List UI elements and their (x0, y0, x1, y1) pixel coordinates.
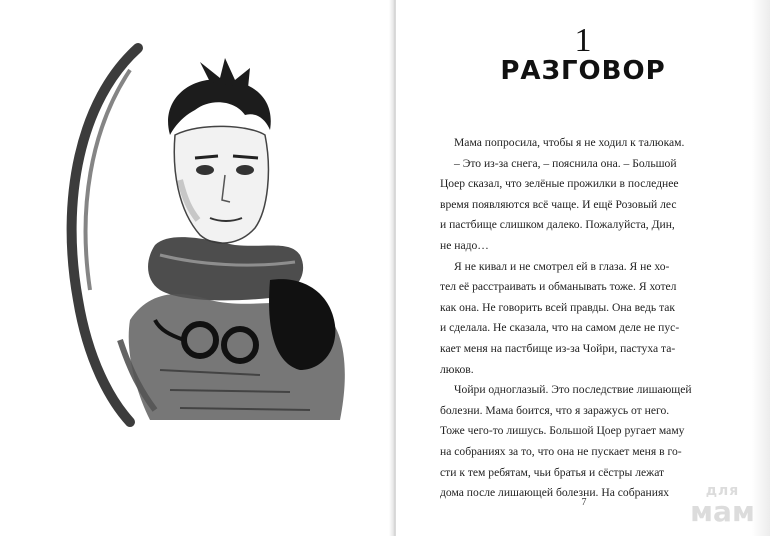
text-line: Мама попросила, чтобы я не ходил к талюкам. (454, 136, 685, 149)
text-line: и сделала. Не сказала, что на самом деле не пус- (440, 321, 680, 335)
text-line: – Это из-за снега, – пояснила она. – Большой (454, 156, 677, 170)
watermark-top: для (705, 483, 740, 499)
text-line: как она. Не говорить всей правды. Она ведь так (440, 300, 676, 314)
text-line: не надо… (440, 238, 489, 252)
text-line: дома после лишающей болезни. На собраниях (440, 486, 670, 500)
text-line: болезни. Мама боится, что я заражусь от него. (440, 403, 670, 417)
text-line: Цоер сказал, что зелёные прожилки в последнее (440, 177, 679, 191)
boy-portrait-illustration (60, 40, 360, 430)
chapter-title: РАЗГОВОР (500, 56, 666, 86)
chapter-body-text (440, 133, 736, 504)
watermark-logo (685, 484, 760, 530)
text-line: и пастбище слишком далеко. Пожалуйста, Дин, (440, 218, 675, 232)
text-line: Чойри одноглазый. Это последствие лишающей (454, 383, 692, 397)
chapter-number: 1 (574, 22, 592, 59)
watermark-bottom: мам (690, 495, 755, 528)
text-line: на собраниях за то, что она не пускает меня в го- (440, 444, 682, 458)
text-line: Тоже чего-то лишусь. Большой Цоер ругает маму (440, 424, 685, 438)
text-line: кает меня на пастбище из-за Чойри, пастуха та- (440, 341, 676, 355)
text-line: время появляются всё чаще. И ещё Розовый лес (440, 197, 677, 211)
text-line: тел её расстраивать и обманывать тоже. Я хотел (440, 280, 677, 294)
text-line: Я не кивал и не смотрел ей в глаза. Я не хо- (454, 259, 670, 273)
text-line: сти к тем ребятам, чьи братья и сёстры лежат (440, 465, 665, 479)
page-number: 7 (581, 497, 587, 508)
text-line: люков. (440, 362, 474, 376)
